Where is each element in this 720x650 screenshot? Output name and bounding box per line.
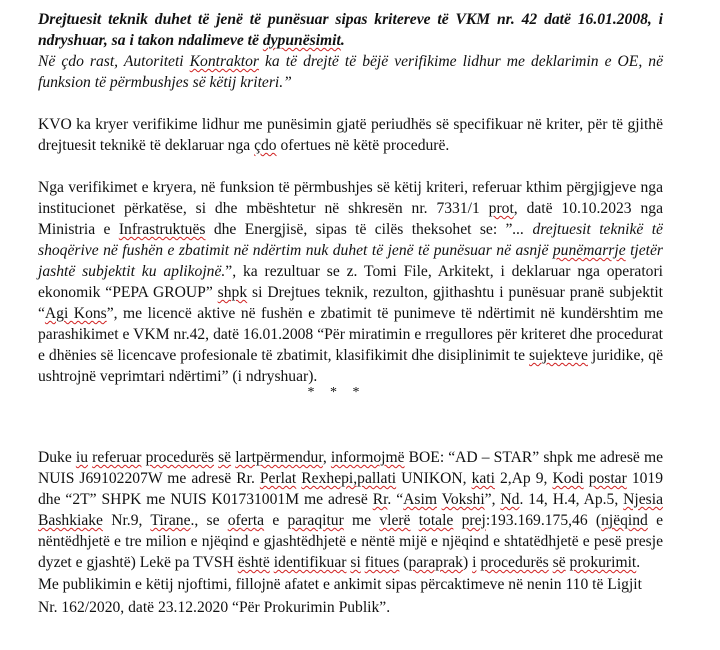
spelling-flag: Perlat — [259, 470, 297, 487]
paragraph-text: , — [322, 449, 331, 466]
spelling-flag: postar — [588, 470, 627, 487]
verification-paragraph — [38, 114, 663, 156]
spelling-flag: paraprak — [408, 554, 463, 571]
paragraph-text: . — [636, 554, 641, 571]
spelling-flag: vlerë — [379, 512, 411, 529]
paragraph-text: ”, — [484, 491, 501, 508]
spelling-flag: Kontraktor — [189, 53, 259, 70]
spelling-flag: paraqitur — [287, 512, 344, 529]
paragraph-text: juridike, që ushtrojnë veprimtari ndërtimi” (i ndryshuar). — [38, 347, 663, 385]
spelling-flag: kati — [471, 470, 495, 487]
paragraph-text: 1019 dhe “2T” SHPK me NUIS K01731001M me adresë — [38, 470, 664, 508]
paragraph-text: si Drejtues teknik, rezulton, gjithashtu i punësuar pranë subjektit “ — [38, 284, 663, 322]
paragraph-text: ( — [399, 554, 409, 571]
paragraph-text: me — [343, 512, 380, 529]
spelling-flag: prokurimit — [569, 554, 637, 571]
paragraph-text: . 14, H.4, Ap.5, — [519, 491, 624, 508]
spelling-flag: i — [472, 554, 477, 571]
quote-text: ... drejtuesit teknikë të shoqërive në fushën e zbatimit në ndërtim nuk duhet të jenë të punësuar në asnjë — [38, 221, 663, 259]
paragraph-text: , datë 10.10.2023 nga Ministria e — [38, 200, 663, 238]
heading-text: . — [340, 32, 345, 49]
spelling-flag: Asim — [403, 491, 437, 508]
spelling-flag: referuar — [92, 449, 142, 466]
spelling-flag: së — [552, 554, 566, 571]
spelling-flag: Njesia — [623, 491, 664, 508]
spelling-flag: Vokshi — [441, 491, 485, 508]
spelling-flag: Bashkiake — [38, 512, 103, 529]
spelling-flag: së — [218, 449, 232, 466]
spelling-flag: Rr — [372, 491, 388, 508]
spelling-flag: çdo — [254, 137, 277, 154]
criterion-heading-text — [38, 11, 663, 49]
spelling-flag: Nd — [500, 491, 520, 508]
appeal-deadline-paragraph: Me publikimin e këtij njoftimi, fillojnë afatet e ankimit sipas përcaktimeve në nenin 110 të Ligjit Nr. 162/2020, datë 23.12.2020 “Për Prokurimin Publik”. — [38, 576, 642, 616]
quote-text: tjetër jashtë subjektit ku aplikojnë. — [38, 242, 664, 280]
spelling-flag: njëqind — [601, 512, 648, 529]
spelling-flag: shpk — [217, 284, 248, 301]
spelling-flag: informojmë — [330, 449, 405, 466]
spelling-flag: si — [350, 554, 361, 571]
paragraph-text: e nëntëdhjetë e tre milion e njëqind e gjashtëdhjetë e nëntë mijë e njëqind e shtatëdhjetë e pesë presje dyzet e gjashtë) Lekë pa TVSH — [38, 512, 663, 571]
spacer — [38, 399, 663, 447]
paragraph-text: Duke — [38, 449, 76, 466]
spelling-flag: procedurës — [145, 449, 214, 466]
note-text: ka të drejtë të bëjë verifikime lidhur me deklarimin e OE, në funksion të përmbushjes së këtij kriteri.” — [38, 53, 663, 91]
spelling-flag: Infrastruktuës — [118, 221, 206, 238]
paragraph-text: . “ — [387, 491, 404, 508]
paragraph-text: ofertues në këtë procedurë. — [276, 137, 450, 154]
spelling-flag: iu — [75, 449, 89, 466]
spelling-flag: Kodi — [552, 470, 584, 487]
spelling-flag: procedurës — [480, 554, 549, 571]
paragraph-text: Nr.9, — [102, 512, 151, 529]
spelling-flag: Agi Kons — [44, 305, 107, 322]
paragraph-text — [453, 512, 461, 529]
paragraph-text: UNIKON, — [396, 470, 472, 487]
paragraph-text: ., se — [190, 512, 228, 529]
paragraph-text: BOE: “AD – STAR” shpk me adresë me NUIS J69102207W me adresë Rr. — [38, 449, 663, 487]
section-separator: * * * — [307, 385, 366, 400]
paragraph-text: KVO ka kryer verifikime lidhur me punësimin gjatë periudhës së specifikuar në kriter, për të gjithë drejtuesit teknikë të deklaruar nga — [38, 116, 663, 154]
spelling-flag: Rexhepi,pallati — [301, 470, 397, 487]
spelling-flag: oferta — [227, 512, 265, 529]
paragraph-text: e — [264, 512, 288, 529]
spelling-flag: identifikuar — [273, 554, 347, 571]
spacer — [38, 93, 663, 114]
paragraph-text: ”, ka rezultuar se z. Tomi File, Arkitekt, i deklaruar nga operatori ekonomik “PEPA GROUP” — [38, 263, 663, 301]
spelling-flag: prej — [461, 512, 486, 529]
criterion-note — [38, 51, 663, 93]
spacer — [38, 156, 663, 177]
findings-paragraph — [38, 177, 663, 387]
note-text: Në çdo rast, Autoriteti — [38, 53, 190, 70]
paragraph-text: ) — [462, 554, 473, 571]
spelling-flag: sujekteve — [529, 347, 588, 364]
paragraph-text — [410, 512, 418, 529]
spelling-flag: Tirane — [150, 512, 191, 529]
paragraph-text: :193.169.175,46 ( — [485, 512, 602, 529]
spelling-flag: është — [237, 554, 270, 571]
spelling-flag: prot — [488, 200, 514, 217]
criterion-heading — [38, 9, 663, 51]
spelling-flag: totale — [418, 512, 454, 529]
winner-paragraph — [38, 447, 663, 573]
spelling-flag: dypunësimit — [262, 32, 341, 49]
document-page — [38, 9, 663, 619]
paragraph-text: Nga verifikimet e kryera, në funksion të përmbushjes së këtij kriteri, referuar kthim përgjigjeve nga institucionet përkatëse, si dhe mbështetur në shkresën nr. 7331/1 — [38, 179, 663, 217]
spelling-flag: punëmarrje — [552, 242, 626, 259]
paragraph-text: ”, me licencë aktive në fushën e zbatimit të punimeve të ndërtimit në kundërshtim me parashikimet e VKM nr.42, datë 16.01.2008 “Për miratimin e rregullores për kriteret dhe procedurat e dhënies së licencave profesionale të zbatimit, klasifikimit dhe disiplinimit te — [38, 305, 663, 364]
paragraph-text: dhe Energjisë, sipas të cilës theksohet se: ” — [205, 221, 513, 238]
paragraph-text: 2,Ap 9, — [494, 470, 553, 487]
spelling-flag: lartpërmendur — [235, 449, 323, 466]
heading-text: Drejtuesit teknik duhet të jenë të punësuar sipas kritereve të VKM nr. 42 datë 16.01.2008, i ndryshuar, sa i takon ndalimeve të — [38, 11, 663, 49]
spelling-flag: fitues — [364, 554, 400, 571]
